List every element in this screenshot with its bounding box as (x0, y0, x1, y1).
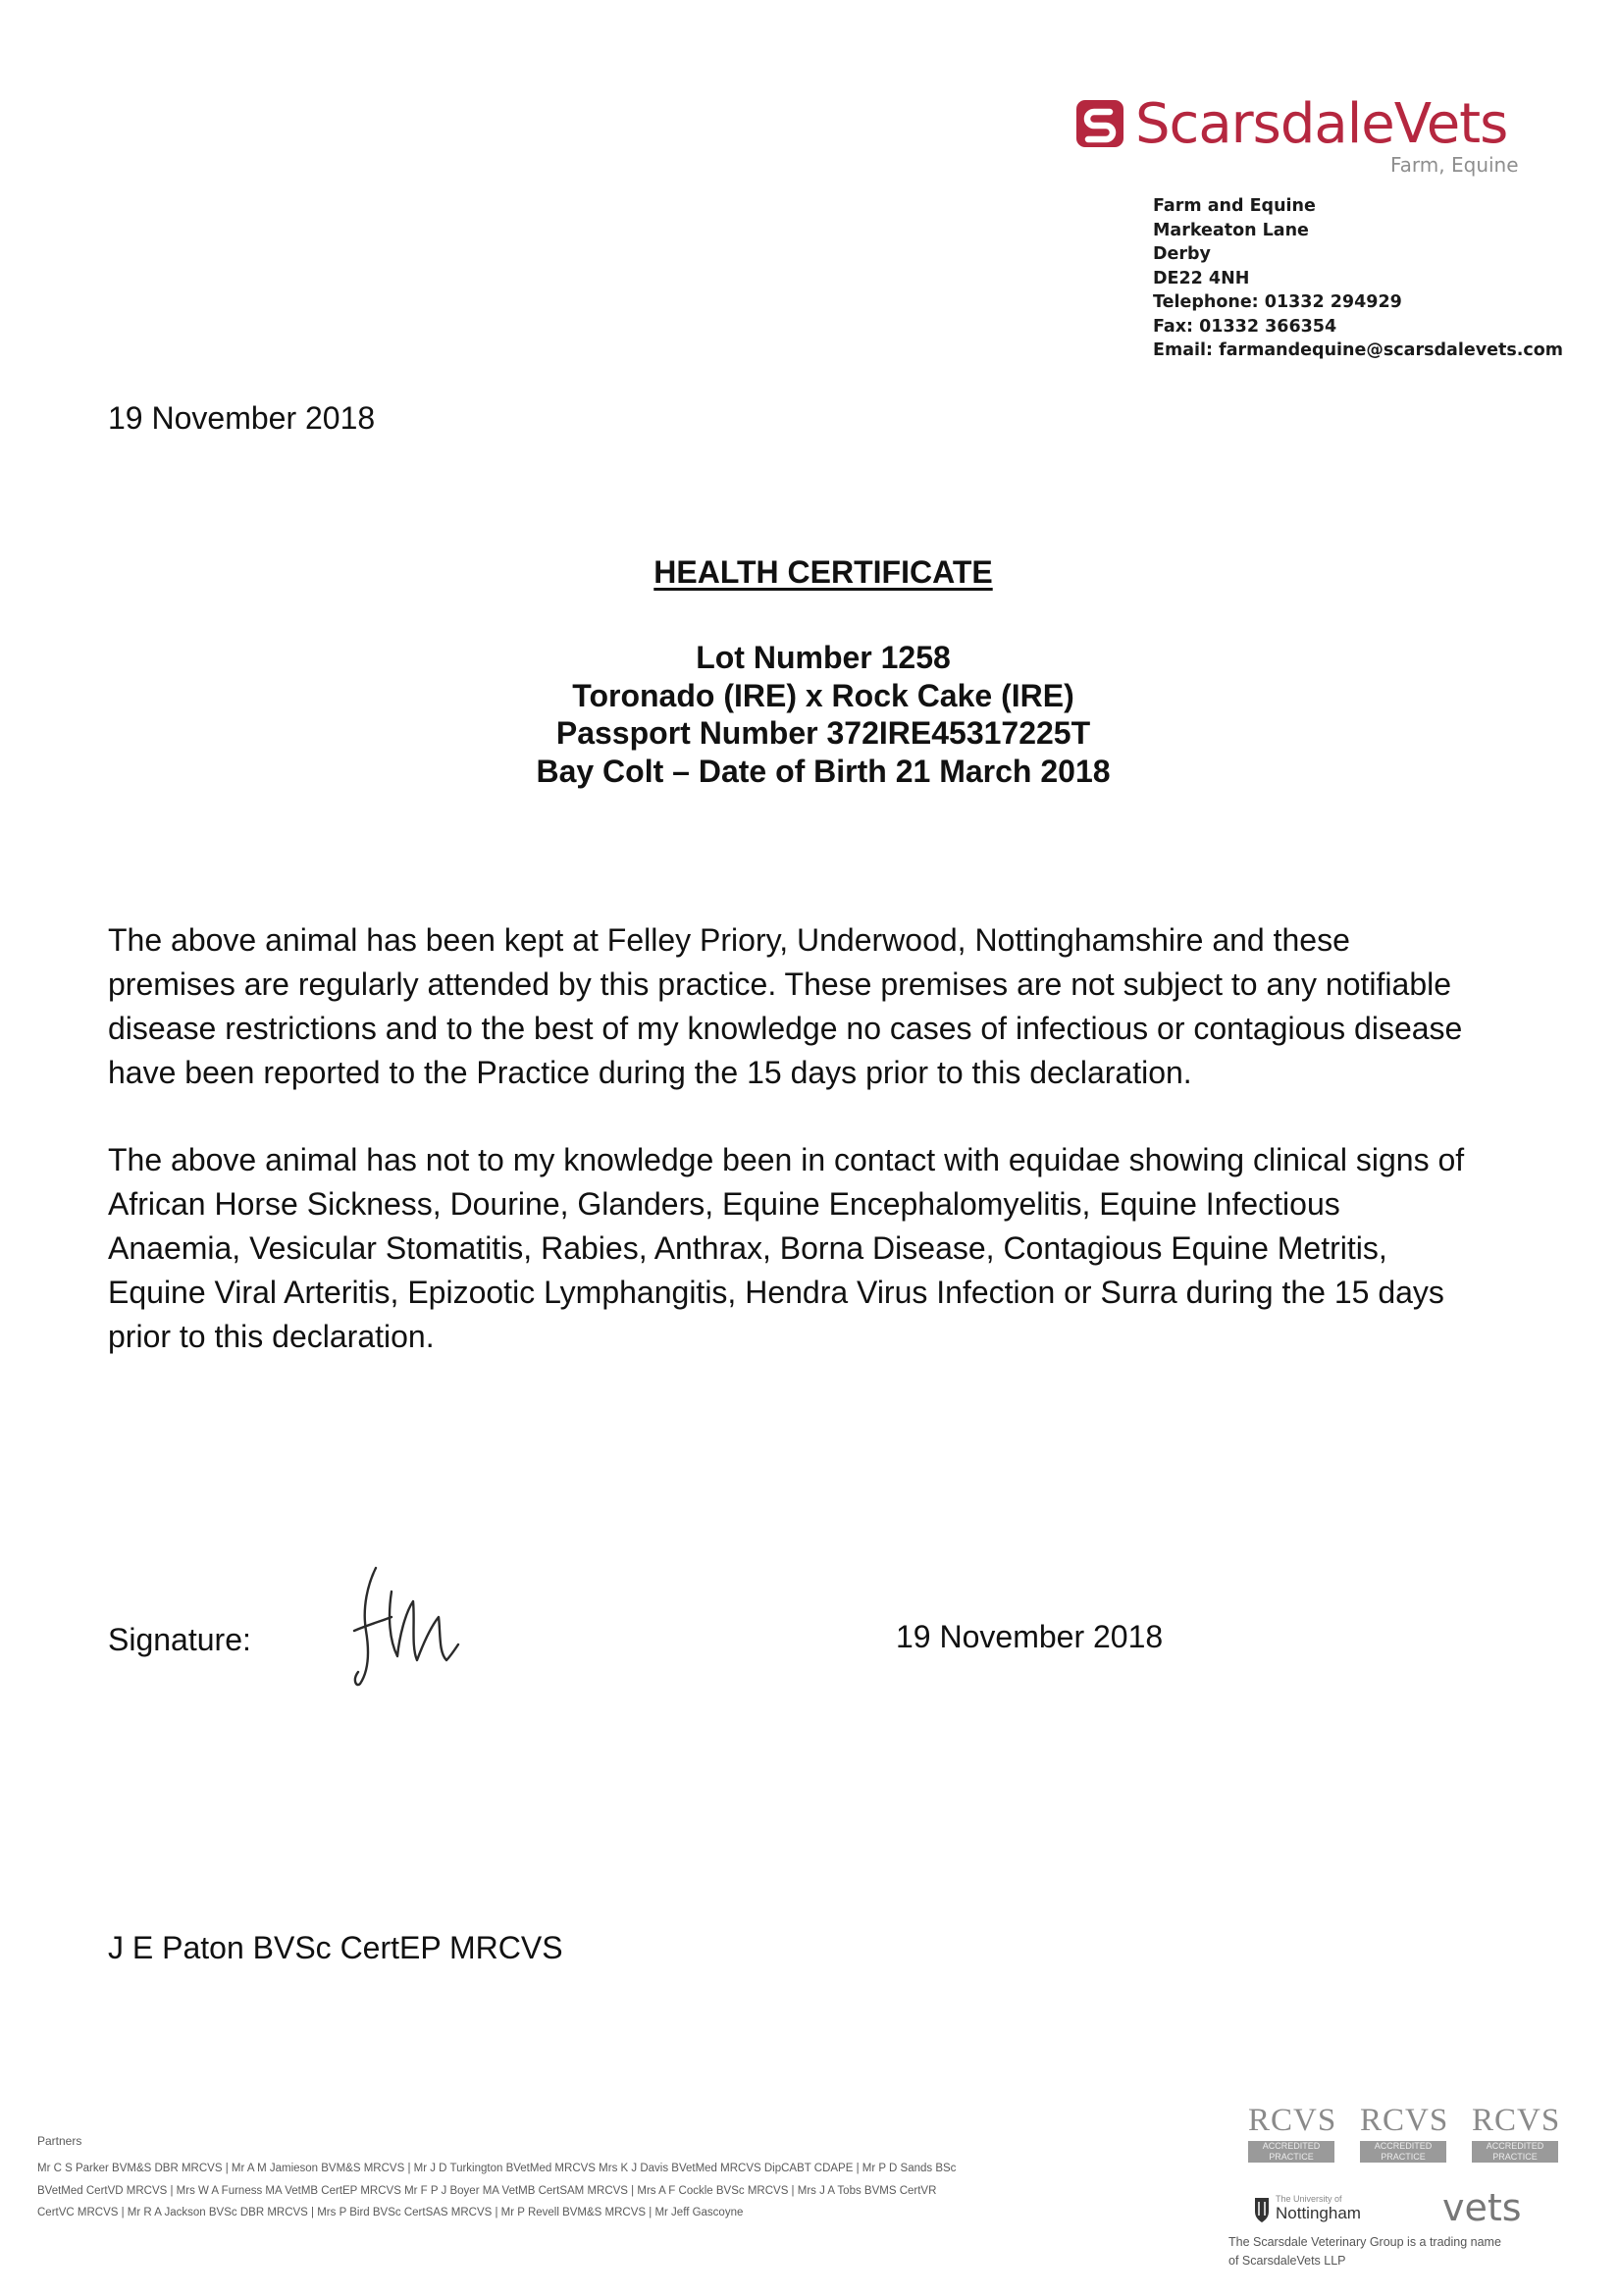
breeding: Toronado (IRE) x Rock Cake (IRE) (572, 677, 1074, 713)
rcvs-badge (1472, 2103, 1561, 2164)
rcvs-badge (1360, 2103, 1449, 2164)
scarsdale-logo-icon (1074, 98, 1125, 149)
university-small-text: The University of (1276, 2194, 1342, 2204)
partners-list (37, 2158, 1225, 2224)
partners-line: Mr C S Parker BVM&S DBR MRCVS | Mr A M Jamieson BVM&S MRCVS | Mr J D Turkington BVetMed MRCVS Mrs K J Davis BVetMed MRCVS DipCABT CDAPE | Mr P D Sands BSc (37, 2163, 957, 2174)
declaration-paragraph-2 (108, 1138, 1541, 1359)
declaration-paragraph-1 (108, 918, 1541, 1095)
paragraph-line: premises are regularly attended by this practice. These premises are not subject to any notifiable (108, 966, 1452, 1002)
group-note-line: The Scarsdale Veterinary Group is a trading name (1228, 2235, 1501, 2249)
logo-subtitle: Farm, Equine (1390, 153, 1519, 177)
paragraph-line: Anaemia, Vesicular Stomatitis, Rabies, Anthrax, Borna Disease, Contagious Equine Metritis, (108, 1230, 1387, 1266)
address-fax: Fax: 01332 366354 (1153, 316, 1337, 337)
animal-description: Bay Colt – Date of Birth 21 March 2018 (536, 753, 1111, 789)
practice-address (1153, 194, 1563, 363)
university-logo (1276, 2194, 1361, 2223)
partners-label: Partners (37, 2134, 82, 2148)
address-line: Markeaton Lane (1153, 220, 1309, 240)
partners-line: BVetMed CertVD MRCVS | Mrs W A Furness MA VetMB CertEP MRCVS Mr F P J Boyer MA VetMB CertSAM MRCVS | Mrs A F Cockle BVSc MRCVS | Mrs J A Tobs BVMS CertVR (37, 2184, 937, 2197)
group-note-line: of ScarsdaleVets LLP (1228, 2254, 1346, 2268)
paragraph-line: prior to this declaration. (108, 1319, 435, 1354)
vets-logo: vets (1442, 2186, 1522, 2229)
paragraph-line: The above animal has been kept at Felley Priory, Underwood, Nottinghamshire and these (108, 922, 1350, 958)
paragraph-line: disease restrictions and to the best of my knowledge no cases of infectious or contagious disease (108, 1011, 1463, 1046)
partners-line: CertVC MRCVS | Mr R A Jackson BVSc DBR MRCVS | Mrs P Bird BVSc CertSAS MRCVS | Mr P Revell BVM&S MRCVS | Mr Jeff Gascoyne (37, 2207, 744, 2218)
animal-details (0, 639, 1619, 790)
rcvs-label: ACCREDITED PRACTICE (1472, 2141, 1558, 2163)
rcvs-badge (1248, 2103, 1337, 2164)
university-name: Nottingham (1276, 2204, 1361, 2222)
paragraph-line: have been reported to the Practice during the 15 days prior to this declaration. (108, 1055, 1192, 1090)
university-crest-icon (1253, 2196, 1271, 2223)
rcvs-mark: RCVS (1360, 2103, 1449, 2138)
rcvs-label: ACCREDITED PRACTICE (1248, 2141, 1334, 2163)
rcvs-mark: RCVS (1472, 2103, 1561, 2138)
passport-number: Passport Number 372IRE45317225T (555, 715, 1091, 751)
handwritten-signature (348, 1562, 466, 1692)
address-line: Farm and Equine (1153, 196, 1316, 216)
signature-label: Signature: (108, 1622, 251, 1657)
address-telephone: Telephone: 01332 294929 (1153, 292, 1402, 312)
lot-number: Lot Number 1258 (696, 640, 951, 675)
address-line: DE22 4NH (1153, 268, 1250, 288)
group-note (1228, 2233, 1501, 2270)
certificate-title: HEALTH CERTIFICATE (653, 554, 993, 590)
rcvs-label: ACCREDITED PRACTICE (1360, 2141, 1446, 2163)
paragraph-line: Equine Viral Arteritis, Epizootic Lymphangitis, Hendra Virus Infection or Surra during the 15 days (108, 1275, 1444, 1310)
vet-name: J E Paton BVSc CertEP MRCVS (108, 1930, 563, 1965)
paragraph-line: African Horse Sickness, Dourine, Glanders, Equine Encephalomyelitis, Equine Infectious (108, 1186, 1340, 1222)
rcvs-mark: RCVS (1248, 2103, 1337, 2138)
letter-date: 19 November 2018 (108, 400, 376, 436)
signature-date: 19 November 2018 (896, 1619, 1164, 1654)
address-email: Email: farmandequine@scarsdalevets.com (1153, 340, 1564, 360)
paragraph-line: The above animal has not to my knowledge been in contact with equidae showing clinical signs of (108, 1142, 1465, 1177)
address-line: Derby (1153, 244, 1211, 264)
logo-name: ScarsdaleVets (1135, 92, 1508, 156)
